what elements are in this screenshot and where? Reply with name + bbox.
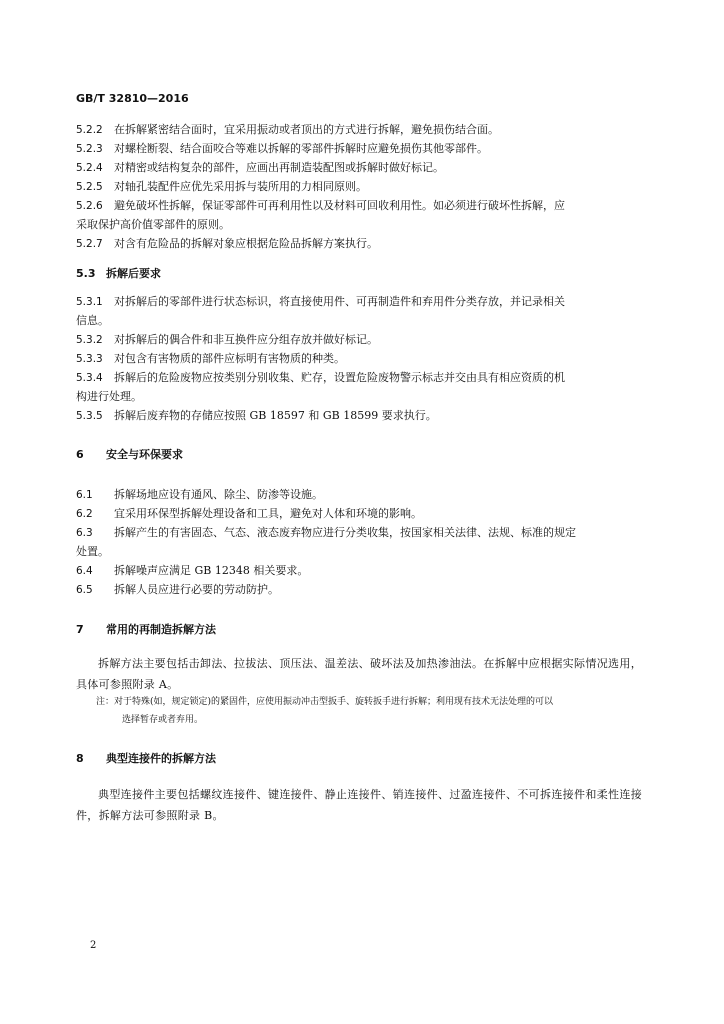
clause-text: 对精密或结构复杂的部件，应画出再制造装配图或拆解时做好标记。 <box>114 161 444 174</box>
section-7-note <box>96 693 644 729</box>
heading-number: 5.3 <box>76 267 96 280</box>
clause-number: 5.2.4 <box>76 162 103 174</box>
clause-number: 6.1 <box>76 489 93 501</box>
clause-text: 对拆解后的零部件进行状态标识，将直接使用件、可再制造件和弃用件分类存放，并记录相关 <box>114 295 565 308</box>
page-number: 2 <box>90 940 97 951</box>
clause-number: 6.3 <box>76 527 93 539</box>
clause-6-5 <box>76 580 646 600</box>
heading-title: 拆解后要求 <box>106 267 161 280</box>
clause-6-2 <box>76 504 646 524</box>
clause-text: 拆解场地应设有通风、除尘、防渗等设施。 <box>114 488 323 501</box>
clause-text: 拆解后废弃物的存储应按照 GB 18597 和 GB 18599 要求执行。 <box>114 409 437 422</box>
clause-text: 拆解噪声应满足 GB 12348 相关要求。 <box>114 564 309 577</box>
clause-number: 5.2.7 <box>76 238 103 250</box>
clause-5-3-4 <box>76 368 646 388</box>
section-heading-7 <box>76 621 216 637</box>
clause-text: 对拆解后的偶合件和非互换件应分组存放并做好标记。 <box>114 333 378 346</box>
clause-number: 5.2.2 <box>76 124 103 136</box>
clause-text: 避免破坏性拆解，保证零部件可再利用性以及材料可回收利用性。如必须进行破坏性拆解，应 <box>114 199 565 212</box>
heading-number: 8 <box>76 752 84 765</box>
heading-number: 6 <box>76 448 84 461</box>
clause-text: 对含有危险品的拆解对象应根据危险品拆解方案执行。 <box>114 237 378 250</box>
clause-5-2-6-cont: 采取保护高价值零部件的原则。 <box>76 218 230 231</box>
clause-5-2-4 <box>76 158 646 178</box>
clause-text: 在拆解紧密结合面时，宜采用振动或者顶出的方式进行拆解，避免损伤结合面。 <box>114 123 499 136</box>
clause-number: 5.3.1 <box>76 296 103 308</box>
clause-number: 6.2 <box>76 508 93 520</box>
clause-number: 5.2.6 <box>76 200 103 212</box>
clause-text: 拆解产生的有害固态、气态、液态废弃物应进行分类收集，按国家相关法律、法规、标准的规定 <box>114 526 576 539</box>
standard-code: GB/T 32810—2016 <box>76 92 189 105</box>
clause-number: 6.5 <box>76 584 93 596</box>
clause-5-2-7 <box>76 234 646 254</box>
clause-5-3-3 <box>76 349 646 369</box>
clause-number: 5.2.5 <box>76 181 103 193</box>
clause-6-4 <box>76 561 646 581</box>
section-7-paragraph: 拆解方法主要包括击卸法、拉拔法、顶压法、温差法、破坏法及加热渗油法。在拆解中应根据实际情况选用，具体可参照附录 A。 <box>76 657 642 691</box>
clause-text: 对包含有害物质的部件应标明有害物质的种类。 <box>114 352 345 365</box>
clause-6-3 <box>76 523 646 543</box>
clause-5-3-2 <box>76 330 646 350</box>
heading-title: 安全与环保要求 <box>106 448 183 461</box>
clause-5-3-5 <box>76 406 646 426</box>
clause-5-2-3 <box>76 139 646 159</box>
section-heading-5-3 <box>76 265 161 281</box>
section-heading-6 <box>76 446 183 462</box>
clause-number: 5.3.3 <box>76 353 103 365</box>
clause-number: 5.2.3 <box>76 143 103 155</box>
clause-5-3-1 <box>76 292 646 312</box>
clause-text: 宜采用环保型拆解处理设备和工具，避免对人体和环境的影响。 <box>114 507 422 520</box>
heading-number: 7 <box>76 623 84 636</box>
section-heading-8 <box>76 750 216 766</box>
clause-text: 拆解后的危险废物应按类别分别收集、贮存，设置危险废物警示标志并交由具有相应资质的机 <box>114 371 565 384</box>
clause-6-1 <box>76 485 646 505</box>
note-line-1: 注：对于特殊(如，规定锁定)的紧固件，应使用振动冲击型扳手、旋转扳手进行拆解；利用现有技术无法处理的可以 <box>96 697 554 707</box>
heading-title: 常用的再制造拆解方法 <box>106 623 216 636</box>
heading-title: 典型连接件的拆解方法 <box>106 752 216 765</box>
clause-5-2-2 <box>76 120 646 140</box>
clause-number: 5.3.4 <box>76 372 103 384</box>
clause-number: 6.4 <box>76 565 93 577</box>
note-line-2: 选择暂存或者弃用。 <box>122 715 204 725</box>
clause-text: 对螺栓断裂、结合面咬合等难以拆解的零部件拆解时应避免损伤其他零部件。 <box>114 142 488 155</box>
clause-5-2-5 <box>76 177 646 197</box>
clause-text: 对轴孔装配件应优先采用拆与装所用的力相同原则。 <box>114 180 367 193</box>
section-8-paragraph: 典型连接件主要包括螺纹连接件、键连接件、静止连接件、销连接件、过盈连接件、不可拆连接件和柔性连接件，拆解方法可参照附录 B。 <box>76 788 642 822</box>
clause-5-3-1-cont: 信息。 <box>76 314 109 327</box>
clause-number: 5.3.5 <box>76 410 103 422</box>
clause-5-2-6 <box>76 196 646 216</box>
clause-5-3-4-cont: 构进行处理。 <box>76 390 142 403</box>
clause-number: 5.3.2 <box>76 334 103 346</box>
clause-6-3-cont: 处置。 <box>76 545 109 558</box>
clause-text: 拆解人员应进行必要的劳动防护。 <box>114 583 279 596</box>
